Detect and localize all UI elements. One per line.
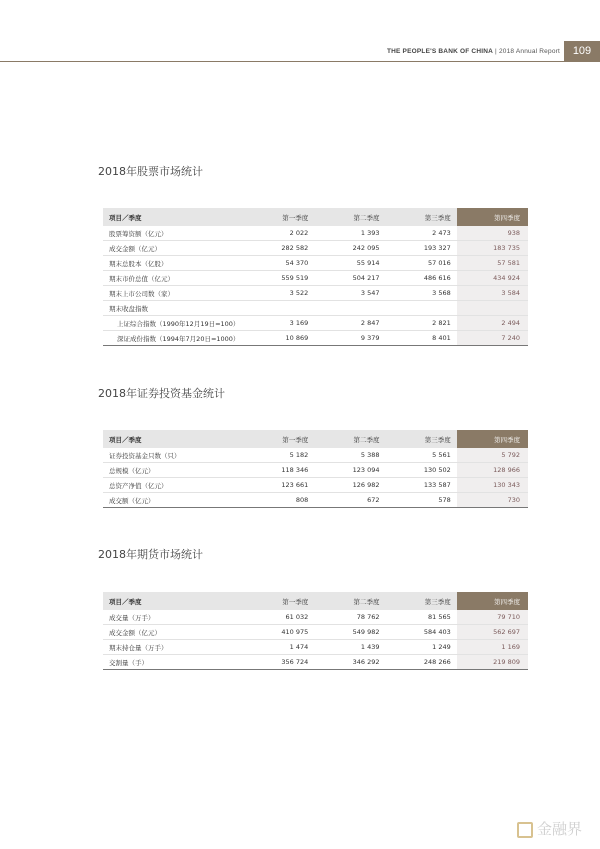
- row-label: 证券投资基金只数（只）: [103, 448, 243, 463]
- table-row: [103, 493, 528, 508]
- cell-q4: 7 240: [457, 331, 528, 346]
- cell-q4: 730: [457, 493, 528, 508]
- cell-q4: 5 792: [457, 448, 528, 463]
- cell-q1: 3 522: [243, 286, 314, 301]
- row-label: 成交金额（亿元）: [103, 241, 243, 256]
- header-cell-q1: 第一季度: [243, 430, 314, 448]
- cell-q2: 672: [314, 493, 385, 508]
- cell-q3: 1 249: [386, 640, 457, 655]
- cell-q2: 78 762: [314, 610, 385, 625]
- cell-q3: 2 473: [386, 226, 457, 241]
- table-header-row: [103, 208, 528, 226]
- cell-q4: 79 710: [457, 610, 528, 625]
- row-label: 期末收盘指数: [103, 301, 243, 316]
- section-title-funds: 2018年证券投资基金统计: [98, 387, 225, 400]
- section-title-futures: 2018年期货市场统计: [98, 548, 203, 561]
- cell-q3: 133 587: [386, 478, 457, 493]
- cell-q1: 2 022: [243, 226, 314, 241]
- cell-q2: 123 094: [314, 463, 385, 478]
- cell-q3: 193 327: [386, 241, 457, 256]
- funds-table: [103, 430, 528, 508]
- cell-q4: 128 966: [457, 463, 528, 478]
- row-label: 期末市价总值（亿元）: [103, 271, 243, 286]
- cell-q1: 1 474: [243, 640, 314, 655]
- table-row: [103, 226, 528, 241]
- cell-q4: 219 809: [457, 655, 528, 670]
- header-cell-q4: 第四季度: [457, 430, 528, 448]
- header-cell-q2: 第二季度: [314, 430, 385, 448]
- page-number: 109: [564, 41, 600, 61]
- cell-q1: 118 346: [243, 463, 314, 478]
- table-row: [103, 478, 528, 493]
- row-label: 期末上市公司数（家）: [103, 286, 243, 301]
- cell-q2: 126 982: [314, 478, 385, 493]
- cell-q1: 410 975: [243, 625, 314, 640]
- header-cell-q1: 第一季度: [243, 208, 314, 226]
- section-title-stock: 2018年股票市场统计: [98, 165, 203, 178]
- header-cell-item: 项目／季度: [103, 430, 243, 448]
- cell-q1: 54 370: [243, 256, 314, 271]
- cell-q1: 61 032: [243, 610, 314, 625]
- table-header-row: [103, 592, 528, 610]
- watermark-text: 金融界: [536, 820, 582, 838]
- cell-q1: 5 182: [243, 448, 314, 463]
- table-header-row: [103, 430, 528, 448]
- cell-q2: 346 292: [314, 655, 385, 670]
- table-row: [103, 463, 528, 478]
- cell-q2: 1 393: [314, 226, 385, 241]
- cell-q4: 183 735: [457, 241, 528, 256]
- table-row: [103, 625, 528, 640]
- cell-q2: 9 379: [314, 331, 385, 346]
- cell-q3: 8 401: [386, 331, 457, 346]
- row-label: 成交金额（亿元）: [103, 625, 243, 640]
- header-cell-item: 项目／季度: [103, 208, 243, 226]
- cell-q3: 130 502: [386, 463, 457, 478]
- row-label: 上证综合指数（1990年12月19日=100）: [103, 316, 243, 331]
- cell-q3: 81 565: [386, 610, 457, 625]
- cell-q2: 242 095: [314, 241, 385, 256]
- cell-q3: 486 616: [386, 271, 457, 286]
- header-divider: [0, 61, 600, 62]
- row-label: 成交额（亿元）: [103, 493, 243, 508]
- table-row: [103, 241, 528, 256]
- cell-q1: 3 169: [243, 316, 314, 331]
- cell-q2: 5 388: [314, 448, 385, 463]
- cell-q4: 434 924: [457, 271, 528, 286]
- page-header: [0, 0, 600, 62]
- header-cell-q4: 第四季度: [457, 208, 528, 226]
- cell-q4: [457, 301, 528, 316]
- table-row: [103, 316, 528, 331]
- table-row: [103, 331, 528, 346]
- cell-q2: 549 982: [314, 625, 385, 640]
- table-row: [103, 271, 528, 286]
- cell-q3: 248 266: [386, 655, 457, 670]
- cell-q2: 504 217: [314, 271, 385, 286]
- row-label: 期末总股本（亿股）: [103, 256, 243, 271]
- cell-q4: 2 494: [457, 316, 528, 331]
- cell-q3: 2 821: [386, 316, 457, 331]
- cell-q3: [386, 301, 457, 316]
- header-report: 2018 Annual Report: [498, 48, 560, 55]
- table-row: [103, 640, 528, 655]
- header-cell-q1: 第一季度: [243, 592, 314, 610]
- cell-q2: 3 547: [314, 286, 385, 301]
- cell-q3: 57 016: [386, 256, 457, 271]
- header-cell-q3: 第三季度: [386, 592, 457, 610]
- cell-q3: 3 568: [386, 286, 457, 301]
- table-row: [103, 301, 528, 316]
- cell-q3: 578: [386, 493, 457, 508]
- cell-q1: 356 724: [243, 655, 314, 670]
- cell-q4: 1 169: [457, 640, 528, 655]
- header-cell-q2: 第二季度: [314, 592, 385, 610]
- watermark: [517, 818, 582, 839]
- table-row: [103, 448, 528, 463]
- cell-q1: [243, 301, 314, 316]
- cell-q2: [314, 301, 385, 316]
- cell-q3: 5 561: [386, 448, 457, 463]
- cell-q2: 55 914: [314, 256, 385, 271]
- table-row: [103, 256, 528, 271]
- row-label: 交割量（手）: [103, 655, 243, 670]
- header-cell-q3: 第三季度: [386, 208, 457, 226]
- cell-q2: 1 439: [314, 640, 385, 655]
- table-row: [103, 610, 528, 625]
- cell-q1: 282 582: [243, 241, 314, 256]
- cell-q1: 10 869: [243, 331, 314, 346]
- header-cell-item: 项目／季度: [103, 592, 243, 610]
- header-cell-q3: 第三季度: [386, 430, 457, 448]
- cell-q3: 584 403: [386, 625, 457, 640]
- header-cell-q4: 第四季度: [457, 592, 528, 610]
- header-cell-q2: 第二季度: [314, 208, 385, 226]
- cell-q1: 559 519: [243, 271, 314, 286]
- cell-q1: 123 661: [243, 478, 314, 493]
- header-brand: THE PEOPLE'S BANK OF CHINA: [386, 48, 494, 55]
- cell-q4: 130 343: [457, 478, 528, 493]
- row-label: 股票筹资额（亿元）: [103, 226, 243, 241]
- stock-market-table: [103, 208, 528, 346]
- row-label: 总资产净值（亿元）: [103, 478, 243, 493]
- cell-q1: 808: [243, 493, 314, 508]
- cell-q4: 3 584: [457, 286, 528, 301]
- futures-table: [103, 592, 528, 670]
- header-title: [387, 48, 560, 55]
- row-label: 期末持仓量（万手）: [103, 640, 243, 655]
- row-label: 深证成份指数（1994年7月20日=1000）: [103, 331, 243, 346]
- watermark-logo-icon: [517, 822, 533, 838]
- cell-q4: 938: [457, 226, 528, 241]
- row-label: 成交量（万手）: [103, 610, 243, 625]
- table-row: [103, 286, 528, 301]
- header-separator: |: [495, 48, 497, 55]
- table-row: [103, 655, 528, 670]
- row-label: 总规模（亿元）: [103, 463, 243, 478]
- cell-q4: 562 697: [457, 625, 528, 640]
- cell-q2: 2 847: [314, 316, 385, 331]
- cell-q4: 57 581: [457, 256, 528, 271]
